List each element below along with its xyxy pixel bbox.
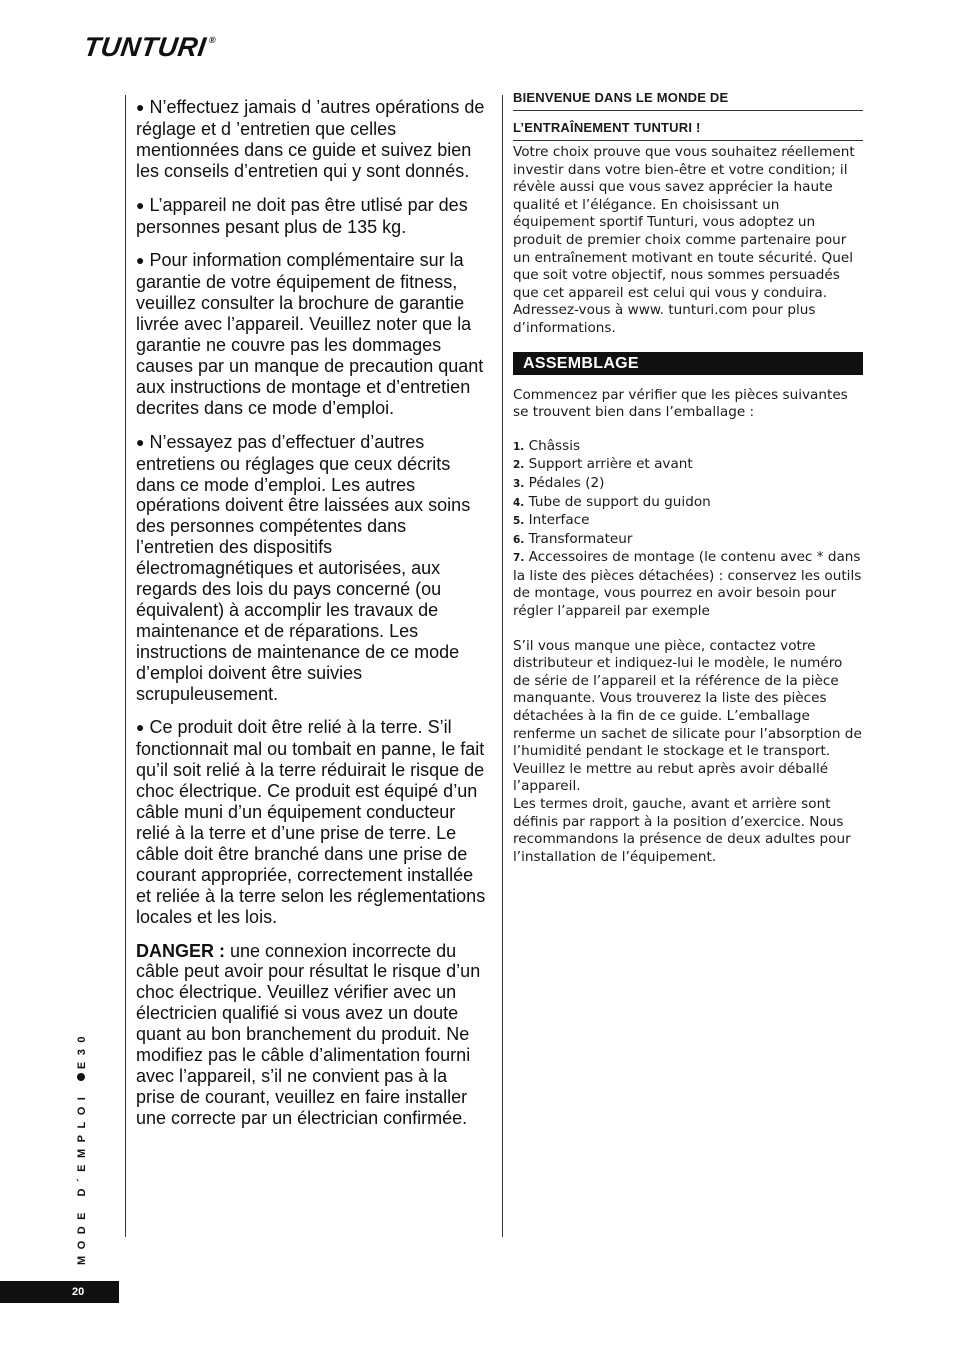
missing-parts-text: S’il vous manque une pièce, contactez votre distributeur et indiquez-lui le modèle, le numéro de série de l’appareil et la référence de la pièce manquante. Vous trouverez la liste des pièces détachées à la fin de ce guide. L’emballage renferme un sachet de silicate pour l’absorption de l’humidité pendant le stockage et le transport. Veuillez le mettre au rebut après avoir déballé l’appareil. Les termes droit, gauche, avant et arrière sont définis par rapport à la position d’exercice. Nous recommandons la présence de deux adultes pour l’installation de l’équipement. xyxy=(513,637,862,865)
list-item: 7. Accessoires de montage (le contenu avec * dans la liste des pièces détachées) : conservez les outils de montage, vous pourrez en avoir besoin pour régler l’appareil par exemple xyxy=(513,549,862,620)
bullet-icon: ● xyxy=(136,196,145,213)
list-item: 5. Interface xyxy=(513,512,590,529)
column-divider-left xyxy=(125,95,126,1237)
brand-name: TUNTURI xyxy=(81,32,209,62)
welcome-heading-line-2: L’ENTRAÎNEMENT TUNTURI ! xyxy=(513,118,863,141)
registered-mark: ® xyxy=(208,35,217,45)
safety-paragraph: ● L’appareil ne doit pas être utlisé par des personnes pesant plus de 135 kg. xyxy=(136,194,468,237)
list-item: 1. Châssis xyxy=(513,437,581,454)
terms-text: Les termes droit, gauche, avant et arrière sont définis par rapport à la position d’exercice. Nous recommandons la présence de deux adultes pour l’installation de l’équipement. xyxy=(513,796,851,865)
page-number: 20 xyxy=(72,1286,85,1298)
manual-side-label: MODE D´EMPLOI E30 xyxy=(76,1030,88,1265)
list-item: 6. Transformateur xyxy=(513,530,633,547)
danger-paragraph xyxy=(136,941,488,1129)
list-item: 4. Tube de support du guidon xyxy=(513,493,711,510)
assembly-intro: Commencez par vérifier que les pièces suivantes se trouvent bien dans l’emballage : xyxy=(513,386,848,421)
bullet-icon: ● xyxy=(136,252,145,269)
safety-paragraph: ● N’effectuez jamais d ’autres opérations de réglage et d ’entretien que celles mentionnées dans ce guide et suivez bien les conseils d’entretien qui y sont donnés. xyxy=(136,97,485,181)
list-item: 2. Support arrière et avant xyxy=(513,456,693,473)
intro-column xyxy=(513,88,863,866)
welcome-heading: BIENVENUE DANS LE MONDE DE xyxy=(513,88,863,111)
danger-label: DANGER : xyxy=(136,940,225,961)
safety-paragraph: ● Pour information complémentaire sur la garantie de votre équipement de fitness, veuillez consulter la brochure de garantie livrée avec l’appareil. Veuillez noter que la garantie ne couvre pas les dommages causes par un manque de precaution quant aux instructions de montage et d’entretien decrites dans ce mode d’emploi. xyxy=(136,250,484,418)
bullet-icon: ● xyxy=(136,433,145,450)
column-divider-middle xyxy=(502,95,503,1237)
page-number-bar xyxy=(0,1281,119,1303)
model-label: E30 xyxy=(76,1030,88,1070)
safety-column xyxy=(136,97,488,1142)
assembly-heading: ASSEMBLAGE xyxy=(513,352,863,375)
welcome-text: Votre choix prouve que vous souhaitez réellement investir dans votre bien-être et votre condition; il révèle aussi que vous savez apprécier la haute qualité et l’élégance. En choisissant un équipement sportif Tunturi, vous adoptez un produit de premier choix comme partenaire pour un entraînement motivant en toute sécurité. Quel que soit votre objectif, nous sommes persuadés que cet appareil est celui qui vous y conduira. Adressez-vous à www. tunturi.com pour plus d’informations. xyxy=(513,144,855,336)
bullet-dot-icon xyxy=(77,1073,85,1081)
safety-paragraph: ● Ce produit doit être relié à la terre. S’il fonctionnait mal ou tombait en panne, le fait qu’il soit relié à la terre réduirait le risque de choc électrique. Ce produit est équipé d’un câble muni d’un équipement conducteur relié à la terre et d’une prise de terre. Le câble doit être branché dans une prise de courant appropriée, correctement installée et reliée à la terre selon les réglementations locales et les lois. xyxy=(136,717,486,927)
safety-paragraph: ● N’essayez pas d’effectuer d’autres entretiens ou réglages que ceux décrits dans ce mode d’emploi. Les autres opérations doivent être laissées aux soins des personnes compétentes dans l’entretien des dispositifs électromagnétiques et autorisées, aux regards des lois du pays concerné (ou équivalent) à accomplir les travaux de maintenance et de réparations. Les instructions de maintenance de ce mode d’emploi doivent être suivies scrupuleusement. xyxy=(136,431,471,704)
bullet-icon: ● xyxy=(136,99,145,115)
list-item: 3. Pédales (2) xyxy=(513,474,605,491)
parts-list xyxy=(513,438,863,621)
danger-text: une connexion incorrecte du câble peut avoir pour résultat le risque d’un choc électrique. Veuillez vérifier avec un électricien qualifié si vous avez un doute quant au bon branchement du produit. Ne modifiez pas le câble d’alimentation fourni avec l’appareil, s’il ne convient pas à la prise de courant, veuillez en faire installer une correcte par un électrician confirmée. xyxy=(136,940,481,1128)
bullet-icon: ● xyxy=(136,719,145,736)
tunturi-logo xyxy=(82,34,217,61)
